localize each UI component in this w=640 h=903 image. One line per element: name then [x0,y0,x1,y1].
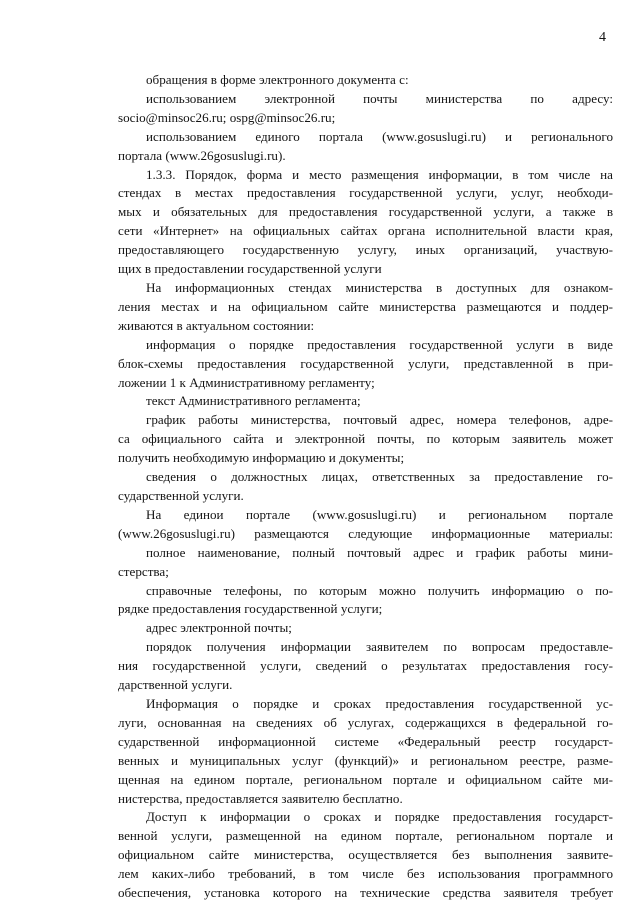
text-line: адрес электронной почты; [146,620,292,636]
text-line: использованием единого портала (www.gosuslugi.ru) и регионального [146,128,613,144]
text-line: сведения о должностных лицах, ответственных за предоставление го- [146,469,613,484]
text-line: стерства; [118,563,169,579]
text-line: са официального сайта и электронной почты, по которым заявитель может [118,431,613,447]
text-line: венных и муниципальных услуг (функций)» и региональном реестре, разме- [118,752,613,768]
text-line: информация о порядке предоставления государственной услуги в виде [146,336,613,352]
text-line: Доступ к информации о сроках и порядке предоставления государст- [146,809,613,825]
text-line: использованием электронной почты министерства по адресу: [146,90,613,106]
text-line: получить необходимую информацию и документы; [118,450,405,466]
text-line: обращения в форме электронного документа с: [146,72,409,87]
text-line: сети «Интернет» на официальных сайтах органа исполнительной власти края, [118,223,613,239]
text-line: текст Административного регламента; [146,393,361,409]
text-line: живаются в актуальном состоянии: [118,317,315,333]
text-line: (www.26gosuslugi.ru) размещаются следующие информационные материалы: [118,525,613,541]
text-line: На информационных стендах министерства в доступных для ознаком- [146,280,613,295]
text-line: график работы министерства, почтовый адрес, номера телефонов, адре- [146,412,613,428]
text-line: полное наименование, полный почтовый адрес и график работы мини- [146,544,613,560]
text-line: Информация о порядке и сроках предоставления государственной ус- [146,695,613,711]
text-line: лем каких-либо требований, в том числе без использования программного [118,866,613,882]
text-line: порядок получения информации заявителем по вопросам предоставле- [146,639,613,655]
text-line: socio@minsoc26.ru; ospg@minsoc26.ru; [118,109,336,125]
text-line: На единои портале (www.gosuslugi.ru) и региональном портале [146,506,613,522]
text-line: ния государственной услуги, сведений о результатах предоставления госу- [118,658,613,674]
text-line: щих в предоставлении государственной услуги [118,261,382,277]
text-line: 1.3.3. Порядок, форма и место размещения информации, в том числе на [146,166,613,182]
text-line: справочные телефоны, по которым можно получить информацию о по- [146,582,613,598]
text-line: мых и обязательных для предоставления государственной услуги, а также в [118,204,613,220]
text-line: официальном сайте министерства, осуществляется без выполнения заявите- [118,847,613,863]
text-line: обеспечения, установка которого на технические средства заявителя требует [118,885,613,900]
text-line: ложении 1 к Административному регламенту; [118,374,375,390]
text-line: щенная на едином портале, региональном портале и официальном сайте ми- [118,771,613,787]
text-line: сударственной услуги. [118,488,244,503]
text-line: дарственной услуги. [118,677,233,692]
text-line: портала (www.26gosuslugi.ru). [118,147,286,163]
text-line: ления местах и на официальном сайте министерства размещаются и поддер- [118,298,613,314]
text-line: стендах в местах предоставления государственной услуги, услуг, необходи- [118,185,613,201]
text-line: блок-схемы предоставления государственной услуги, представленной в при- [118,355,613,371]
text-line: предоставляющего государственную услугу, иных организаций, участвую- [118,242,613,258]
page-number: 4 [599,30,606,45]
text-line: рядке предоставления государственной услуги; [118,601,383,617]
text-line: венной услуги, размещенной на едином портале, региональном портале и [118,828,613,844]
text-line: луги, основанная на сведениях об услугах, содержащихся в федеральной го- [118,714,613,730]
text-line: нистерства, предоставляется заявителю бесплатно. [118,790,403,806]
text-line: сударственной информационной системе «Федеральный реестр государст- [118,733,613,749]
